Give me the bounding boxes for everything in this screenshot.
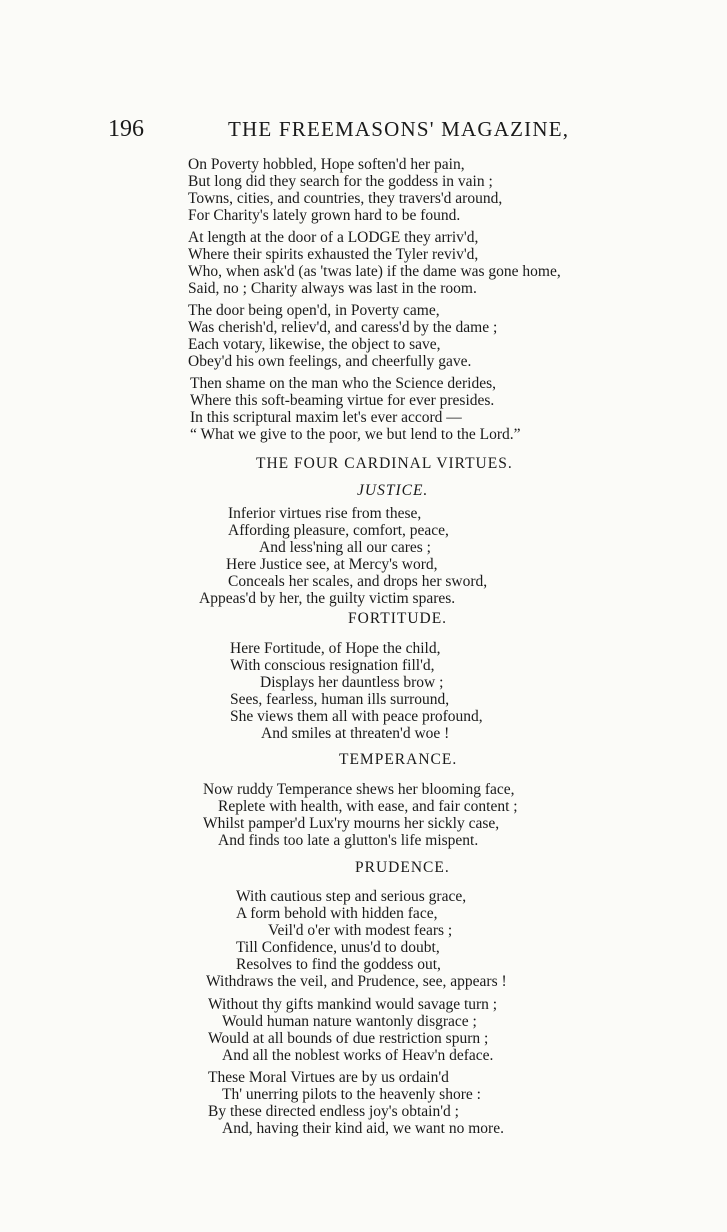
verse-line: Till Confidence, unus'd to doubt, [236,939,440,956]
poem-line: Who, when ask'd (as 'twas late) if the dame was gone home, [188,263,561,280]
verse-line: Sees, fearless, human ills surround, [230,691,450,708]
verse-line: Without thy gifts mankind would savage turn ; [208,996,498,1013]
verse-line: Would at all bounds of due restriction spurn ; [208,1030,489,1047]
poem-line: Each votary, likewise, the object to save, [188,336,441,353]
verse-line: Conceals her scales, and drops her sword, [228,573,488,590]
virtue-title-justice: JUSTICE. [357,482,429,499]
poem-line: Obey'd his own feelings, and cheerfully gave. [188,353,472,370]
verse-line: Veil'd o'er with modest fears ; [268,922,453,939]
verse-line: And, having their kind aid, we want no more. [222,1120,504,1137]
verse-line: Here Justice see, at Mercy's word, [226,556,438,573]
poem-line: For Charity's lately grown hard to be found. [188,207,461,224]
virtue-title-prudence: PRUDENCE. [355,859,450,876]
section-title: THE FOUR CARDINAL VIRTUES. [256,455,513,472]
verse-line: By these directed endless joy's obtain'd ; [208,1103,459,1120]
verse-line: And less'ning all our cares ; [259,539,431,556]
poem-line: At length at the door of a LODGE they arriv'd, [188,229,479,246]
verse-line: Replete with health, with ease, and fair content ; [218,798,518,815]
verse-line: She views them all with peace profound, [230,708,483,725]
poem-line: The door being open'd, in Poverty came, [188,302,440,319]
verse-line: Now ruddy Temperance shews her blooming face, [203,781,515,798]
poem-line: In this scriptural maxim let's ever accord — [190,409,462,426]
poem-line: “ What we give to the poor, we but lend to the Lord.” [190,426,521,443]
poem-line: Where this soft-beaming virtue for ever presides. [190,392,495,409]
poem-line: But long did they search for the goddess in vain ; [188,173,493,190]
verse-line: Withdraws the veil, and Prudence, see, appears ! [206,973,507,990]
verse-line: Affording pleasure, comfort, peace, [228,522,449,539]
verse-line: These Moral Virtues are by us ordain'd [208,1069,449,1086]
virtue-title-temperance: TEMPERANCE. [339,751,458,768]
poem-line: Towns, cities, and countries, they travers'd around, [188,190,503,207]
running-head: THE FREEMASONS' MAGAZINE, [228,117,570,141]
verse-line: A form behold with hidden face, [236,905,438,922]
verse-line: With conscious resignation fill'd, [230,657,435,674]
poem-line: Was cherish'd, reliev'd, and caress'd by the dame ; [188,319,498,336]
verse-line: Resolves to find the goddess out, [236,956,441,973]
poem-line: Said, no ; Charity always was last in the room. [188,280,477,297]
virtue-title-fortitude: FORTITUDE. [348,610,448,627]
poem-line: Where their spirits exhausted the Tyler reviv'd, [188,246,479,263]
verse-line: Whilst pamper'd Lux'ry mourns her sickly case, [203,815,500,832]
verse-line: And finds too late a glutton's life mispent. [218,832,479,849]
verse-line: Displays her dauntless brow ; [260,674,444,691]
page-number: 196 [108,116,144,142]
verse-line: Would human nature wantonly disgrace ; [222,1013,477,1030]
verse-line: Th' unerring pilots to the heavenly shore : [222,1086,481,1103]
verse-line: And smiles at threaten'd woe ! [261,725,450,742]
poem-line: On Poverty hobbled, Hope soften'd her pain, [188,156,465,173]
verse-line: Inferior virtues rise from these, [228,505,422,522]
poem-line: Then shame on the man who the Science derides, [190,375,497,392]
verse-line: With cautious step and serious grace, [236,888,467,905]
verse-line: Here Fortitude, of Hope the child, [230,640,441,657]
verse-line: And all the noblest works of Heav'n deface. [222,1047,494,1064]
verse-line: Appeas'd by her, the guilty victim spares. [199,590,456,607]
